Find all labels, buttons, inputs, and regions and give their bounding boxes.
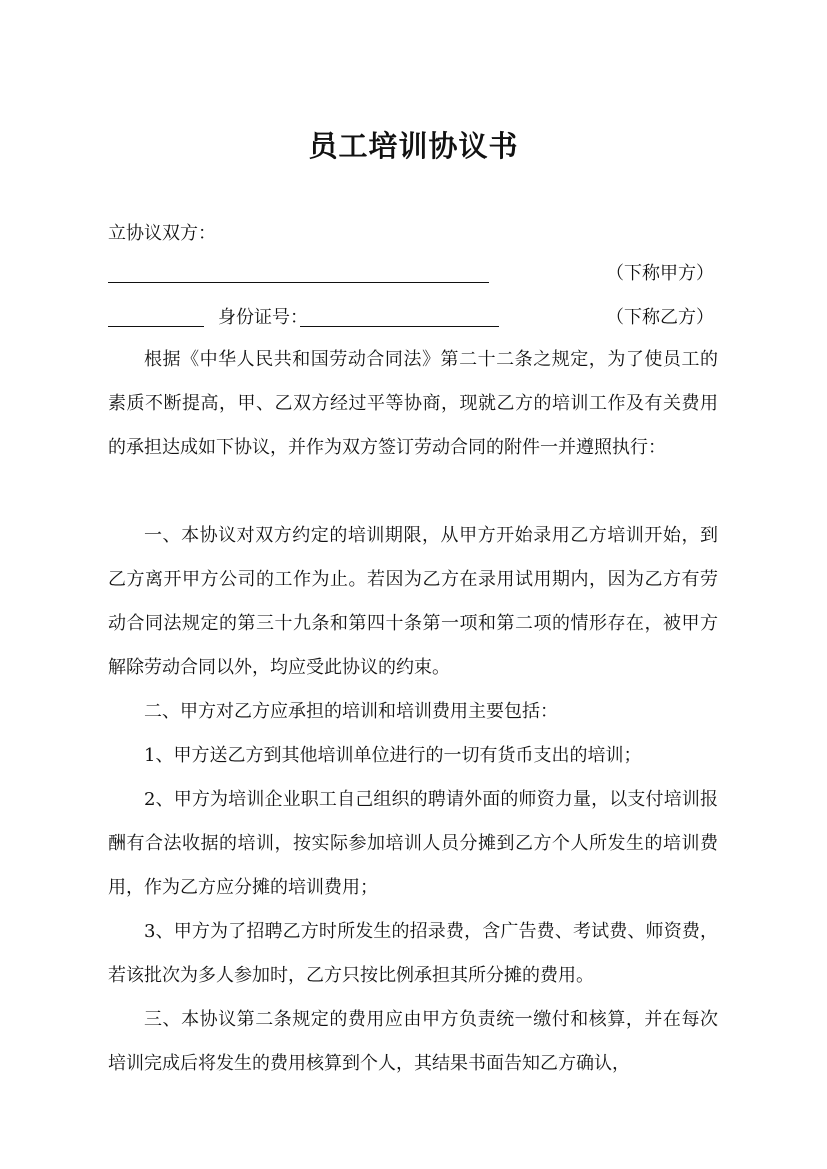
paragraph-clause-two-item-1: 1、甲方送乙方到其他培训单位进行的一切有货币支出的培训；: [144, 745, 642, 766]
party-b-suffix: （下称乙方）: [606, 307, 714, 328]
id-number-underline: [300, 326, 499, 327]
paragraph-preamble: 根据《中华人民共和国劳动合同法》第二十二条之规定，为了使员工的素质不断提高，甲、乙双方经过平等协商，现就乙方的培训工作及有关费用的承担达成如下协议，并作为双方签订劳动合同的附件一并遵照执行：: [108, 349, 718, 458]
paragraph-clause-two-item-3: 3、甲方为了招聘乙方时所发生的招录费，含广告费、考试费、师资费，若该批次为多人参加时，乙方只按比例承担其所分摊的费用。: [108, 921, 718, 986]
paragraph-clause-three: 三、本协议第二条规定的费用应由甲方负责统一缴付和核算，并在每次培训完成后将发生的费用核算到个人，其结果书面告知乙方确认，: [108, 1009, 718, 1074]
paragraph-clause-two-item-2: 2、甲方为培训企业职工自己组织的聘请外面的师资力量，以支付培训报酬有合法收据的培训，按实际参加培训人员分摊到乙方个人所发生的培训费用，作为乙方应分摊的培训费用；: [108, 789, 718, 898]
paragraph-clause-one: 一、本协议对双方约定的培训期限，从甲方开始录用乙方培训开始，到乙方离开甲方公司的工作为止。若因为乙方在录用试用期内，因为乙方有劳动合同法规定的第三十九条和第四十条第一项和第二项的情形存在，被甲方解除劳动合同以外，均应受此协议的约束。: [108, 525, 718, 678]
party-b-name-underline: [108, 326, 204, 327]
document-title: 员工培训协议书: [308, 129, 519, 163]
id-number-label: 身份证号：: [218, 307, 308, 328]
paragraph-clause-two: 二、甲方对乙方应承担的培训和培训费用主要包括：: [144, 701, 558, 722]
party-a-underline: [108, 282, 489, 283]
parties-label: 立协议双方：: [108, 223, 216, 244]
party-a-suffix: （下称甲方）: [606, 263, 714, 284]
